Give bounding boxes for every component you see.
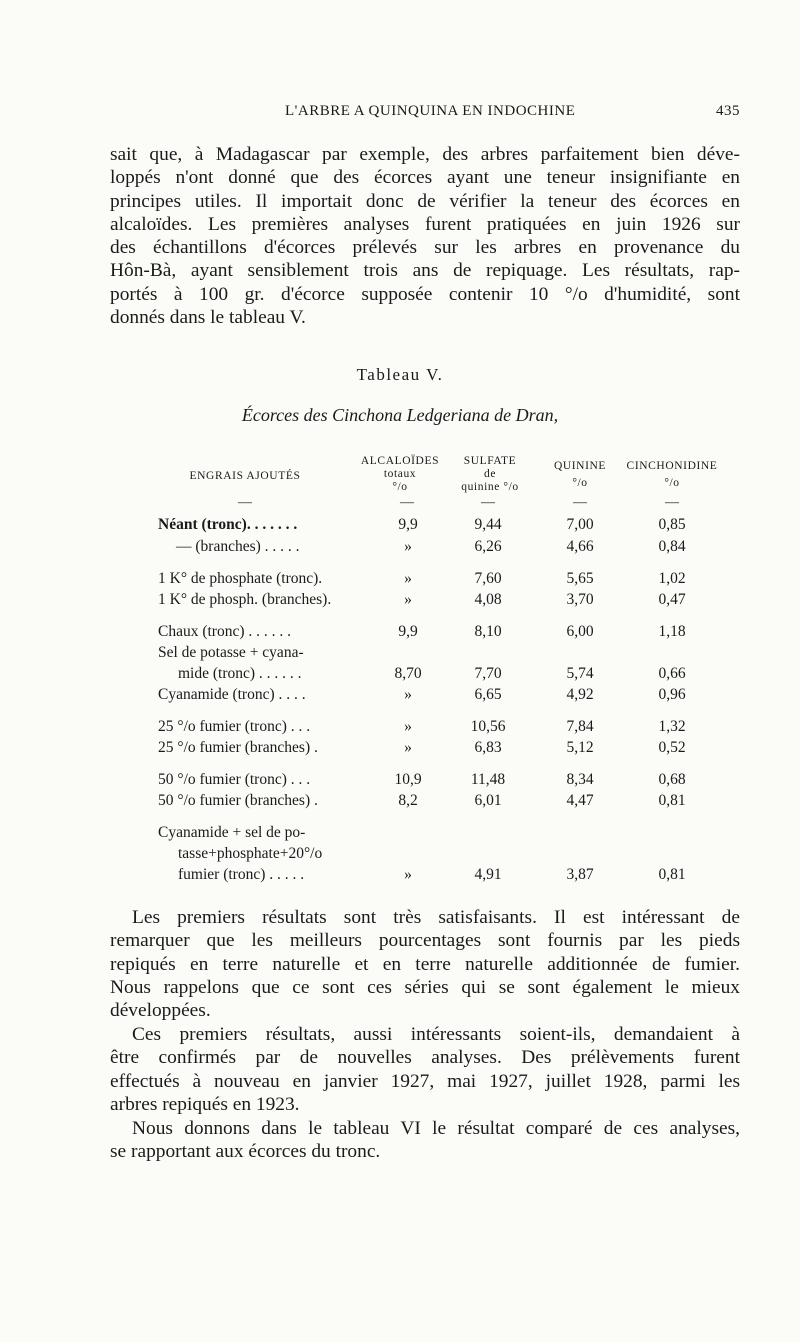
table-row xyxy=(0,538,800,560)
text-line: loppés n'ont donné que des écorces ayant une teneur insignifiante en xyxy=(110,167,740,189)
cell-quinine: 5,65 xyxy=(566,570,594,587)
cell-cinchonidine: 0,84 xyxy=(658,538,686,555)
cell-quinine: 7,84 xyxy=(566,718,594,735)
cell-sulfate: 9,44 xyxy=(474,516,502,533)
text-line: arbres repiqués en 1923. xyxy=(110,1093,300,1115)
text-line: Hôn-Bà, ayant sensiblement trois ans de repiquage. Les résultats, rap- xyxy=(110,260,740,282)
cell-alcaloides: » xyxy=(404,686,412,703)
row-label: Néant (tronc). . . . . . . xyxy=(158,516,298,533)
table-title: Tableau V. xyxy=(356,365,444,384)
table-row xyxy=(0,570,800,592)
text-line: se rapportant aux écorces du tronc. xyxy=(110,1141,381,1163)
header-cinchonidine-line: CINCHONIDINE xyxy=(626,460,718,472)
text-line: être confirmés par de nouvelles analyses. Des prélèvements furent xyxy=(110,1047,740,1069)
text-line: donnés dans le tableau V. xyxy=(110,307,306,329)
cell-alcaloides: » xyxy=(404,591,412,608)
text-line: remarquer que les meilleurs pourcentages sont fournis par les pieds xyxy=(110,930,740,952)
cell-alcaloides: 8,70 xyxy=(394,665,422,682)
header-sulfate-line: de xyxy=(483,468,497,480)
text-line: développées. xyxy=(110,1000,211,1022)
cell-sulfate: 11,48 xyxy=(470,771,506,788)
text-line: sait que, à Madagascar par exemple, des arbres parfaitement bien déve- xyxy=(110,144,740,165)
header-quinine-line: °/o xyxy=(572,477,588,489)
cell-sulfate: 10,56 xyxy=(470,718,506,735)
cell-quinine: 3,87 xyxy=(566,866,594,883)
cell-alcaloides: » xyxy=(404,718,412,735)
cell-quinine: 4,47 xyxy=(566,792,594,809)
header-sulfate-line: quinine °/o xyxy=(461,481,519,493)
cell-alcaloides: 9,9 xyxy=(398,623,418,640)
text-line: des échantillons d'écorces prélevés sur les arbres en provenance du xyxy=(110,237,740,259)
header-sulfate-line: SULFATE xyxy=(463,455,517,467)
header-engrais: ENGRAIS AJOUTÉS xyxy=(189,470,301,482)
cell-cinchonidine: 0,52 xyxy=(658,739,686,756)
text-line: portés à 100 gr. d'écorce supposée contenir 10 °/o d'humidité, sont xyxy=(110,283,740,305)
text-line: principes utiles. Il importait donc de vérifier la teneur des écorces en xyxy=(110,190,740,212)
header-alcaloides-line: °/o xyxy=(392,481,408,493)
cell-cinchonidine: 0,66 xyxy=(658,665,686,682)
cell-quinine: 4,66 xyxy=(566,538,594,555)
text-line: Ces premiers résultats, aussi intéressants soient-ils, demandaient à xyxy=(132,1024,740,1045)
text-line: effectués à nouveau en janvier 1927, mai 1927, juillet 1928, parmi les xyxy=(110,1070,740,1092)
row-label: 25 °/o fumier (tronc) . . . xyxy=(158,718,311,735)
table-row xyxy=(0,623,800,645)
table-row xyxy=(0,739,800,761)
table-row xyxy=(0,516,800,538)
table-row xyxy=(0,718,800,740)
page-number: 435 xyxy=(716,103,740,119)
text-line: Les premiers résultats sont très satisfaisants. Il est intéressant de xyxy=(132,907,740,928)
row-label: mide (tronc) . . . . . . xyxy=(178,665,302,682)
cell-cinchonidine: 0,68 xyxy=(658,771,686,788)
cell-quinine: 4,92 xyxy=(566,686,594,703)
table-row xyxy=(0,792,800,814)
cell-sulfate: 7,70 xyxy=(474,665,502,682)
cell-alcaloides: 9,9 xyxy=(398,516,418,533)
header-dash: — xyxy=(481,495,495,510)
header-alcaloides-line: totaux xyxy=(383,468,417,480)
cell-sulfate: 8,10 xyxy=(474,623,502,640)
header-cinchonidine-line: °/o xyxy=(664,477,680,489)
row-label: — (branches) . . . . . xyxy=(176,538,300,555)
header-dash: — xyxy=(238,495,252,510)
header-alcaloides xyxy=(350,455,450,494)
cell-cinchonidine: 0,96 xyxy=(658,686,686,703)
row-label: fumier (tronc) . . . . . xyxy=(178,866,305,883)
cell-cinchonidine: 1,32 xyxy=(658,718,686,735)
table-row xyxy=(0,866,800,888)
row-label: 25 °/o fumier (branches) . xyxy=(158,739,318,756)
cell-cinchonidine: 1,02 xyxy=(658,570,686,587)
cell-alcaloides: » xyxy=(404,866,412,883)
intro-paragraph xyxy=(110,143,740,329)
cell-sulfate: 4,91 xyxy=(474,866,502,883)
cell-alcaloides: 8,2 xyxy=(398,792,418,809)
table-row xyxy=(0,644,800,666)
cell-alcaloides: » xyxy=(404,739,412,756)
header-dash: — xyxy=(665,495,679,510)
cell-sulfate: 4,08 xyxy=(474,591,502,608)
cell-quinine: 7,00 xyxy=(566,516,594,533)
table-row xyxy=(0,591,800,613)
header-cinchonidine xyxy=(620,460,724,490)
running-title: L'ARBRE A QUINQUINA EN INDOCHINE xyxy=(285,103,576,119)
header-quinine xyxy=(538,460,622,490)
text-line: repiqués en terre naturelle et en terre naturelle additionnée de fumier. xyxy=(110,953,740,975)
cell-quinine: 5,12 xyxy=(566,739,594,756)
table-subtitle: Écorces des Cinchona Ledgeriana de Dran, xyxy=(241,405,559,425)
row-label: 50 °/o fumier (tronc) . . . xyxy=(158,771,311,788)
cell-alcaloides: » xyxy=(404,570,412,587)
text-line: Nous rappelons que ce sont ces séries qui se sont également le mieux xyxy=(110,976,740,998)
table-row xyxy=(0,771,800,793)
table-row xyxy=(0,845,800,867)
row-label: Cyanamide + sel de po- xyxy=(158,824,306,841)
cell-alcaloides: » xyxy=(404,538,412,555)
cell-quinine: 8,34 xyxy=(566,771,594,788)
cell-sulfate: 6,65 xyxy=(474,686,502,703)
closing-paragraph-2 xyxy=(110,1023,740,1116)
row-label: Cyanamide (tronc) . . . . xyxy=(158,686,306,703)
cell-sulfate: 6,26 xyxy=(474,538,502,555)
cell-quinine: 5,74 xyxy=(566,665,594,682)
header-sulfate xyxy=(440,455,540,494)
row-label: 1 K° de phosph. (branches). xyxy=(158,591,332,608)
cell-alcaloides: 10,9 xyxy=(394,771,422,788)
cell-cinchonidine: 0,85 xyxy=(658,516,686,533)
header-dash: — xyxy=(573,495,587,510)
closing-paragraph-1 xyxy=(110,906,740,1022)
cell-quinine: 3,70 xyxy=(566,591,594,608)
table-row xyxy=(0,686,800,708)
cell-sulfate: 6,83 xyxy=(474,739,502,756)
row-label: tasse+phosphate+20°/o xyxy=(178,845,323,862)
cell-cinchonidine: 0,81 xyxy=(658,866,686,883)
cell-cinchonidine: 0,47 xyxy=(658,591,686,608)
cell-quinine: 6,00 xyxy=(566,623,594,640)
table-row xyxy=(0,665,800,687)
cell-sulfate: 6,01 xyxy=(474,792,502,809)
cell-cinchonidine: 0,81 xyxy=(658,792,686,809)
header-dash: — xyxy=(400,495,414,510)
text-line: Nous donnons dans le tableau VI le résultat comparé de ces analyses, xyxy=(132,1118,740,1139)
row-label: 50 °/o fumier (branches) . xyxy=(158,792,318,809)
table-row xyxy=(0,824,800,846)
header-quinine-line: QUININE xyxy=(553,460,607,472)
cell-sulfate: 7,60 xyxy=(474,570,502,587)
header-alcaloides-line: ALCALOÏDES xyxy=(360,455,440,467)
cell-cinchonidine: 1,18 xyxy=(658,623,686,640)
row-label: Chaux (tronc) . . . . . . xyxy=(158,623,292,640)
text-line: alcaloïdes. Les premières analyses furent pratiquées en juin 1926 sur xyxy=(110,213,740,235)
closing-paragraph-3 xyxy=(110,1117,740,1164)
row-label: 1 K° de phosphate (tronc). xyxy=(158,570,323,587)
row-label: Sel de potasse + cyana- xyxy=(158,644,304,661)
